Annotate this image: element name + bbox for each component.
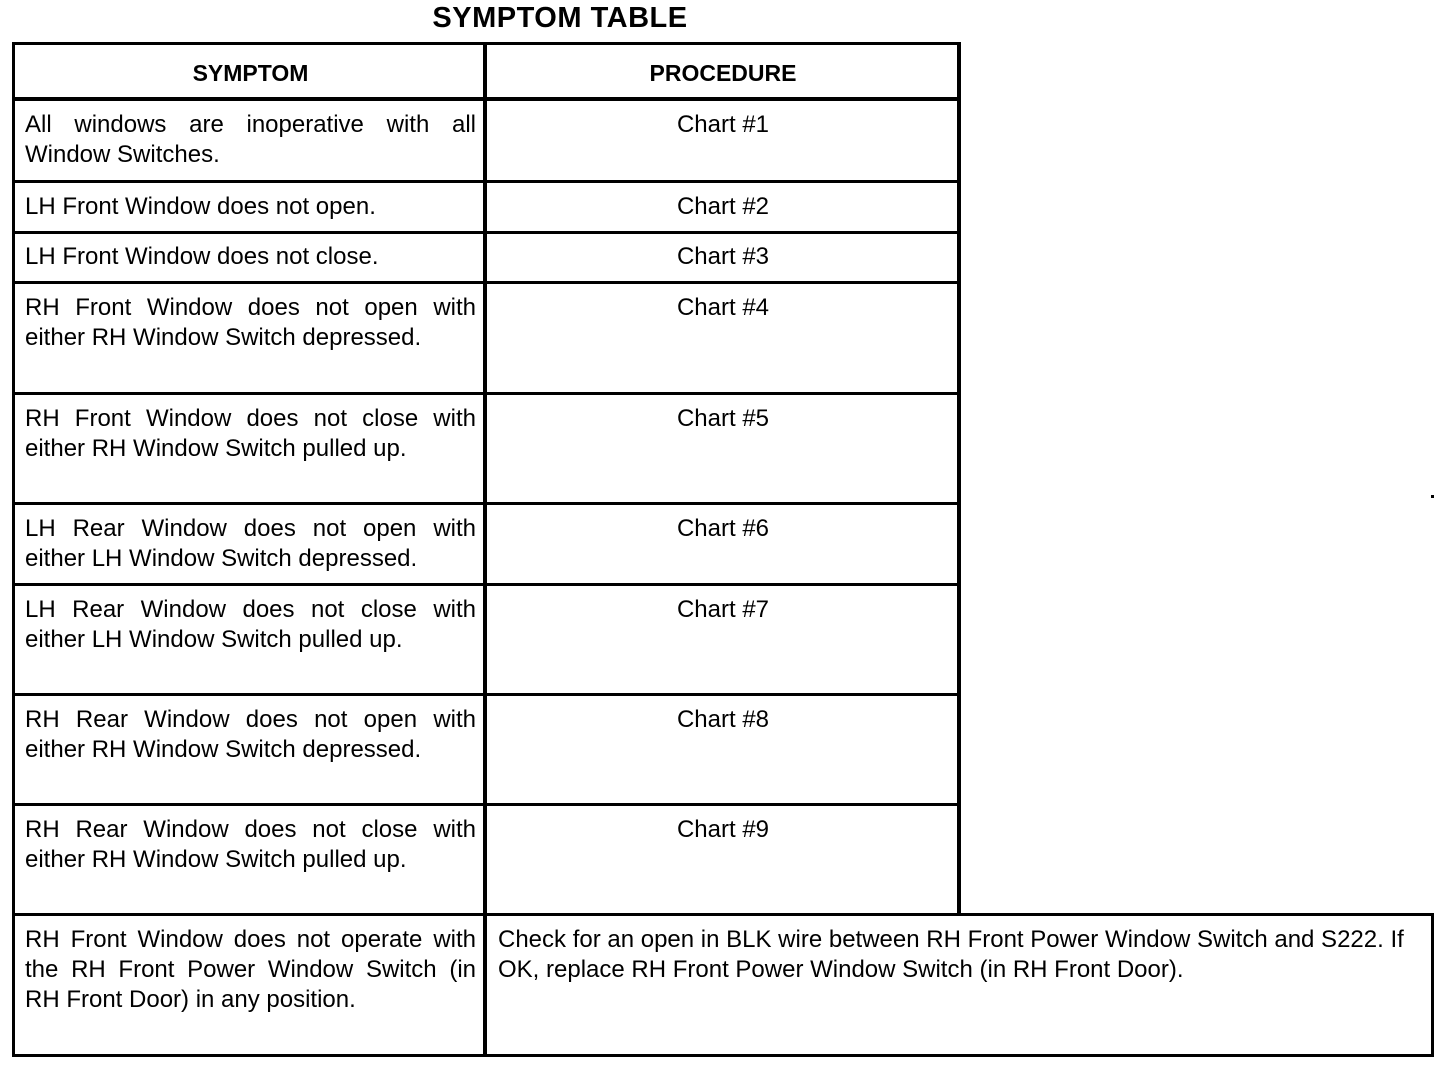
procedure-cell: Chart #1 — [676, 111, 770, 138]
scan-speck — [1431, 495, 1434, 498]
procedure-cell: Chart #5 — [676, 405, 770, 432]
procedure-cell: Chart #9 — [676, 816, 770, 843]
symptom-cell: RH Rear Window does not close with either RH Window Switch pulled up. — [25, 816, 476, 873]
header-symptom: SYMPTOM — [192, 60, 309, 86]
procedure-cell: Chart #7 — [676, 596, 770, 623]
symptom-cell: LH Front Window does not close. — [25, 243, 379, 270]
symptom-cell: RH Front Window does not close with either RH Window Switch pulled up. — [25, 405, 476, 462]
header-procedure: PROCEDURE — [649, 60, 797, 86]
table-border — [957, 42, 961, 916]
procedure-cell: Chart #2 — [676, 193, 770, 220]
procedure-cell: Chart #4 — [676, 294, 770, 321]
table-rule — [12, 913, 1434, 916]
procedure-cell: Chart #8 — [676, 706, 770, 733]
symptom-cell: RH Rear Window does not open with either RH Window Switch depressed. — [25, 706, 476, 763]
procedure-cell: Chart #6 — [676, 515, 770, 542]
symptom-cell: All windows are inoperative with all Window Switches. — [25, 111, 476, 168]
symptom-cell: LH Rear Window does not close with either LH Window Switch pulled up. — [25, 596, 476, 653]
table-border — [12, 1054, 1434, 1057]
table-border — [1431, 913, 1434, 1057]
procedure-cell: Chart #3 — [676, 243, 770, 270]
symptom-cell: RH Front Window does not operate with the RH Front Power Window Switch (in RH Front Door) in any position. — [25, 926, 476, 1013]
symptom-cell: LH Front Window does not open. — [25, 193, 376, 220]
table-border — [12, 42, 15, 1057]
symptom-cell: LH Rear Window does not open with either LH Window Switch depressed. — [25, 515, 476, 572]
symptom-cell: RH Front Window does not open with either RH Window Switch depressed. — [25, 294, 476, 351]
procedure-cell: Check for an open in BLK wire between RH Front Power Window Switch and S222. If OK, replace RH Front Power Window Switch (in RH Front Door). — [498, 926, 1404, 983]
column-divider — [483, 42, 487, 1057]
table-title: SYMPTOM TABLE — [432, 2, 688, 34]
